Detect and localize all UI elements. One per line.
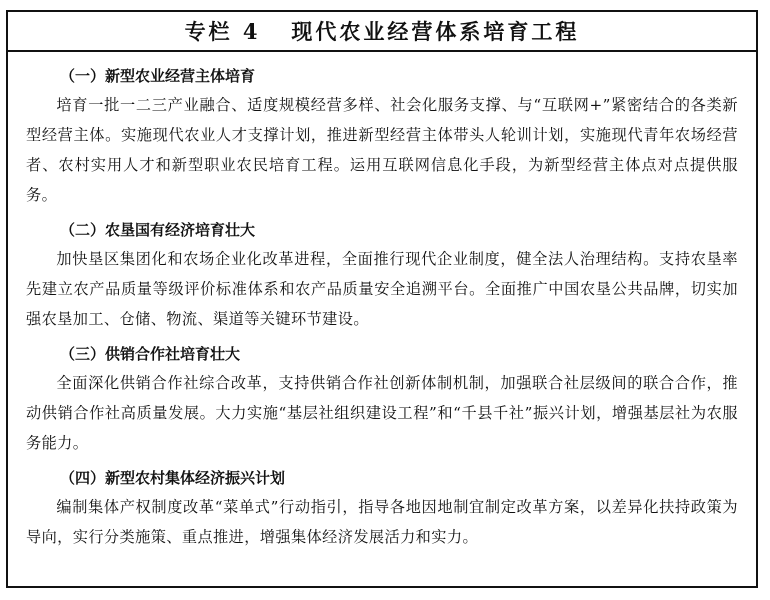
- section-heading: （二）农垦国有经济培育壮大: [60, 221, 256, 239]
- section-body: 编制集体产权制度改革“菜单式”行动指引，指导各地因地制宜制定改革方案，以差异化扶持政策为导向，实行分类施策、重点推进，增强集体经济发展活力和实力。: [26, 498, 738, 546]
- section-body: 加快垦区集团化和农场企业化改革进程，全面推行现代企业制度，健全法人治理结构。支持农垦率先建立农产品质量等级评价标准体系和农产品质量安全追溯平台。全面推广中国农垦公共品牌，切实加强农垦加工、仓储、物流、渠道等关键环节建设。: [26, 250, 738, 328]
- section-heading: （四）新型农村集体经济振兴计划: [60, 469, 286, 487]
- section-body: 培育一批一二三产业融合、适度规模经营多样、社会化服务支撑、与“互联网+”紧密结合的各类新型经营主体。实施现代农业人才支撑计划，推进新型经营主体带头人轮训计划，实施现代青年农场经营者、农村实用人才和新型职业农民培育工程。运用互联网信息化手段，为新型经营主体点对点提供服务。: [26, 96, 738, 204]
- section-heading: （一）新型农业经营主体培育: [60, 67, 256, 85]
- column-content: [8, 52, 756, 552]
- column-box: [6, 10, 758, 588]
- title-bar: [8, 12, 756, 52]
- column-title: 专栏 4 现代农业经营体系培育工程: [184, 19, 580, 44]
- section-heading: （三）供销合作社培育壮大: [60, 345, 241, 363]
- section-body: 全面深化供销合作社综合改革，支持供销合作社创新体制机制，加强联合社层级间的联合合作，推动供销合作社高质量发展。大力实施“基层社组织建设工程”和“千县千社”振兴计划，增强基层社为农服务能力。: [26, 374, 738, 452]
